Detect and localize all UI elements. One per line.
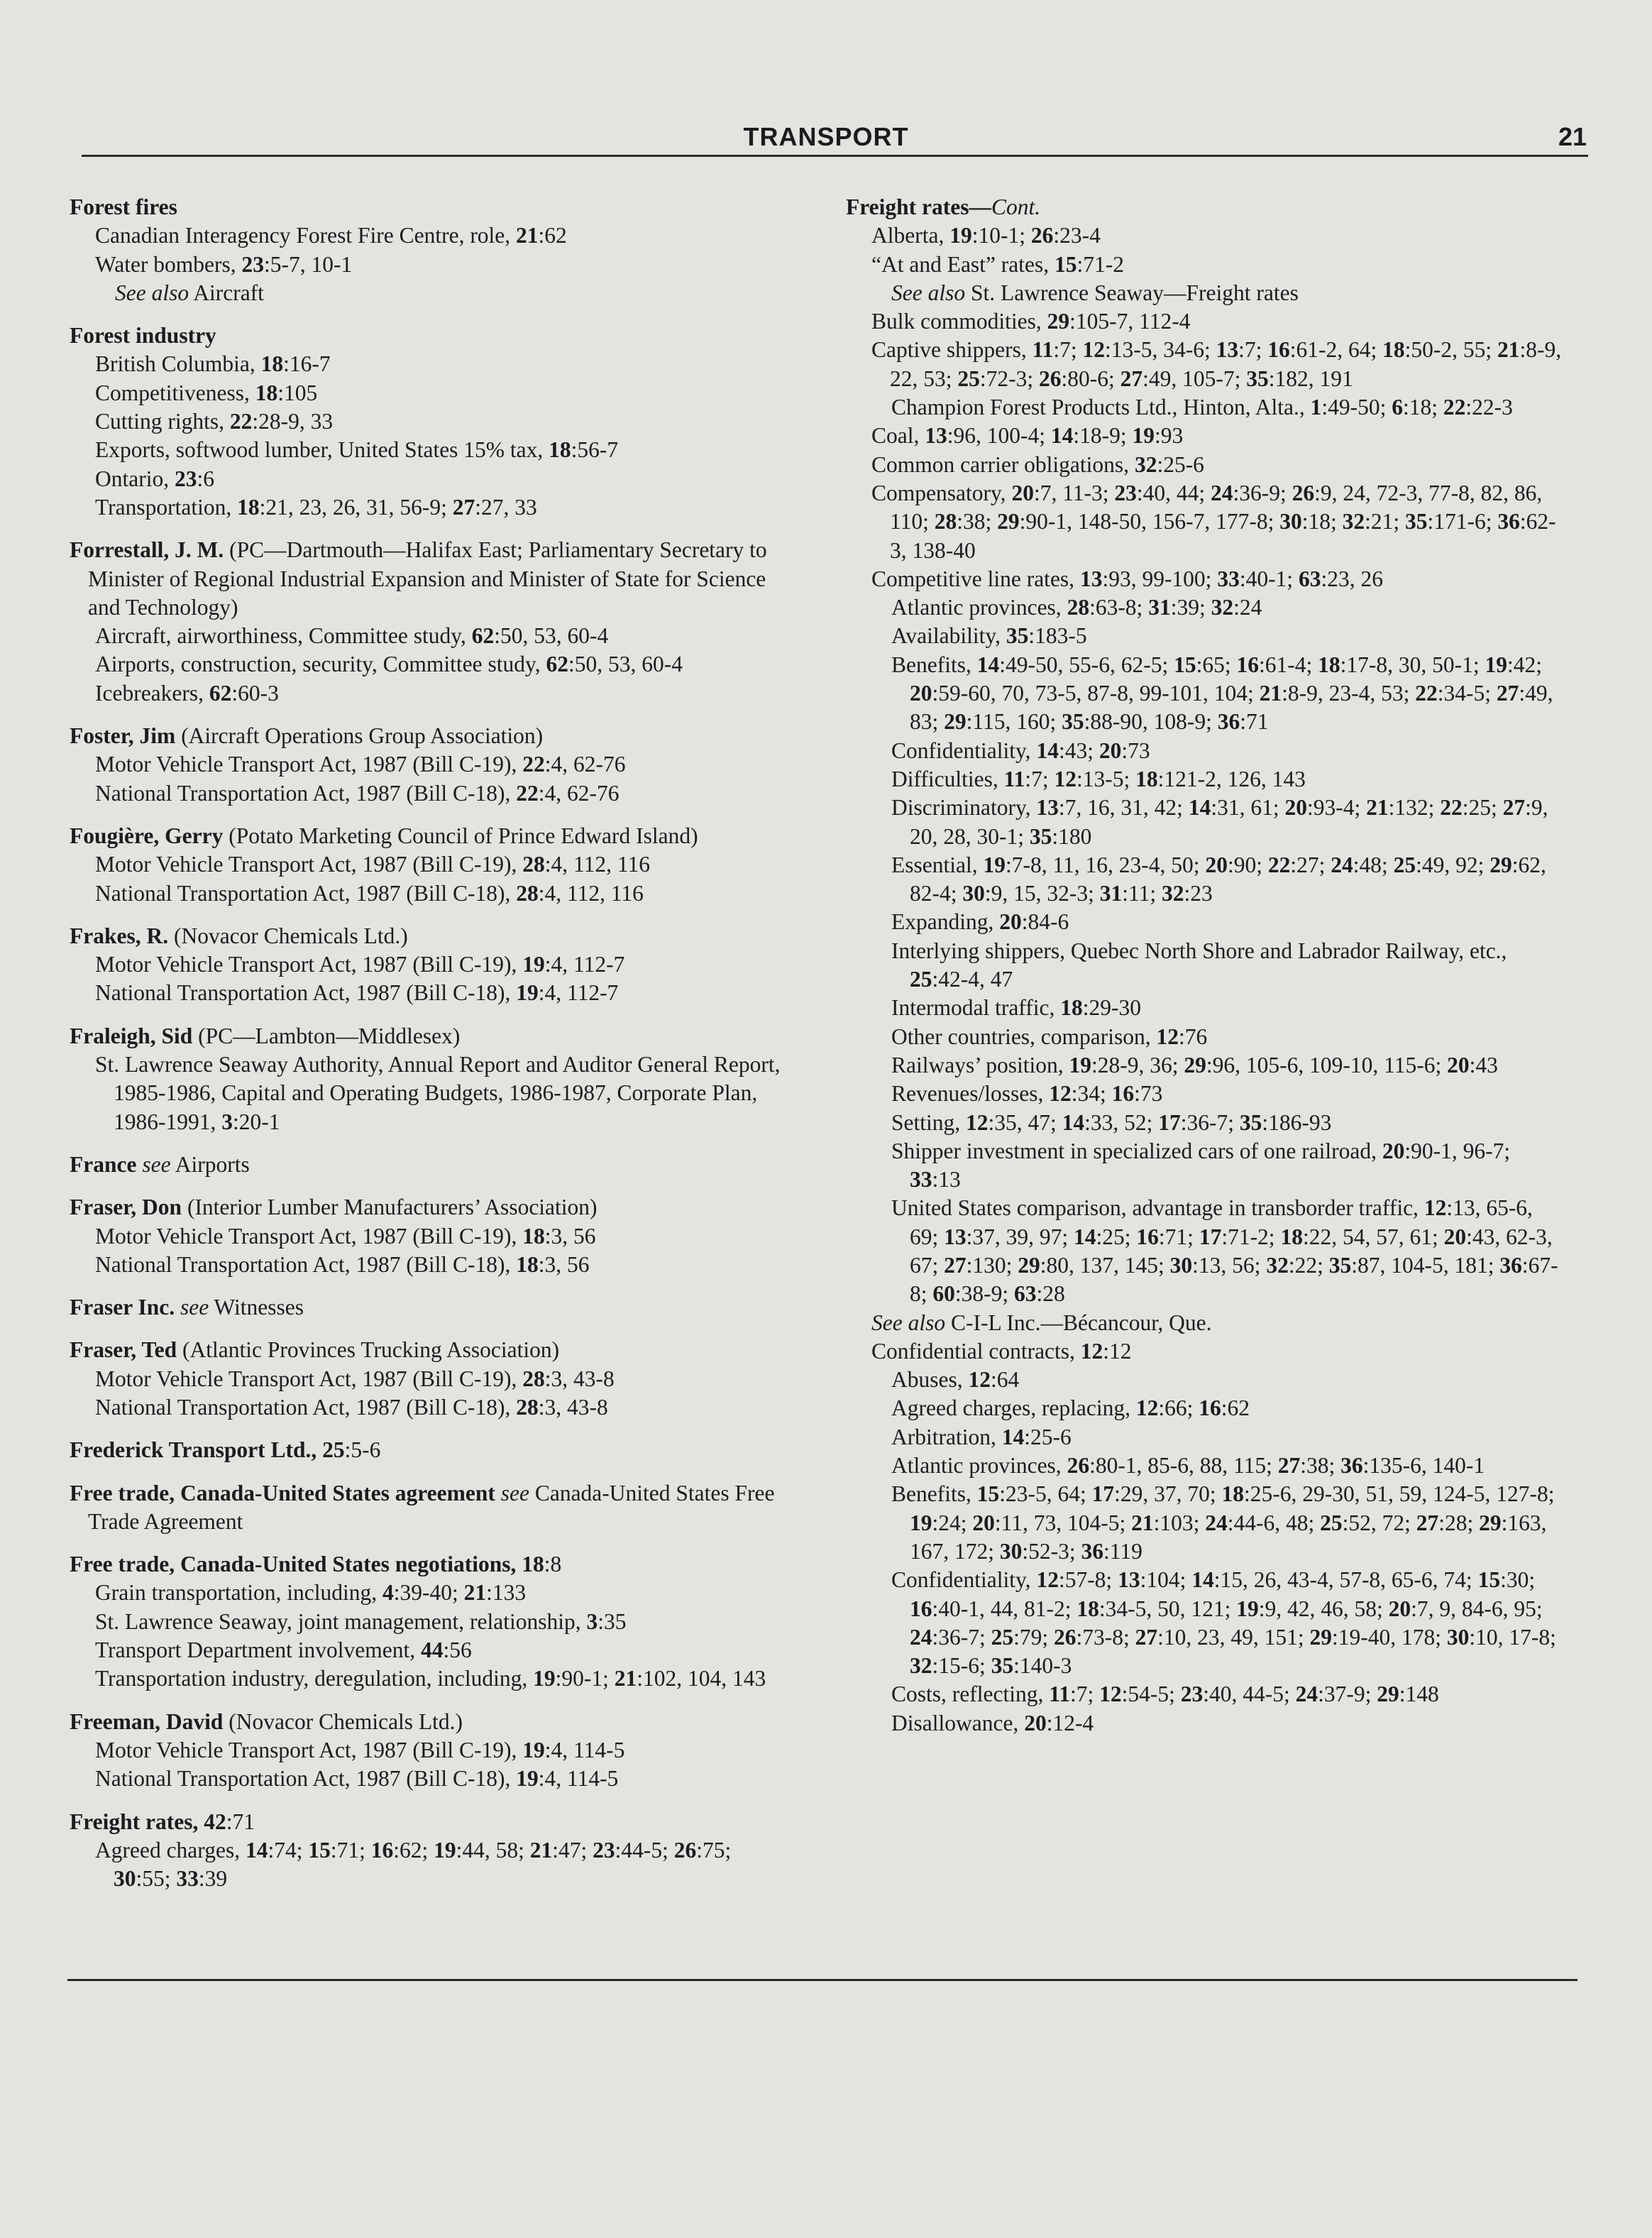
index-entry: [70, 1336, 790, 1422]
entry-heading: Frederick Transport Ltd., 25:5-6: [70, 1437, 381, 1463]
subentry: Motor Vehicle Transport Act, 1987 (Bill C-19), 18:3, 56: [95, 1223, 596, 1249]
subentry: Competitiveness, 18:105: [95, 380, 318, 405]
subentry: Difficulties, 11:7; 12:13-5; 18:121-2, 126, 143: [891, 766, 1306, 791]
see-also-reference: See also Aircraft: [115, 280, 264, 305]
subentry: National Transportation Act, 1987 (Bill C-18), 22:4, 62-76: [95, 780, 620, 806]
subentry: Transport Department involvement, 44:56: [95, 1638, 472, 1663]
subentry: Bulk commodities, 29:105-7, 112-4: [871, 309, 1191, 334]
index-entry: [70, 1479, 790, 1537]
subentry: National Transportation Act, 1987 (Bill C-18), 19:4, 114-5: [95, 1766, 619, 1792]
entry-heading: Freight rates, 42:71: [70, 1809, 255, 1834]
entry-heading: Fraleigh, Sid (PC—Lambton—Middlesex): [70, 1023, 461, 1048]
subentry: Shipper investment in specialized cars of one railroad, 20:90-1, 96-7; 33:13: [891, 1138, 1511, 1192]
entry-heading: Freeman, David (Novacor Chemicals Ltd.): [70, 1708, 463, 1734]
entry-heading: Forest industry: [70, 323, 216, 349]
subentry: National Transportation Act, 1987 (Bill C-18), 28:3, 43-8: [95, 1394, 608, 1420]
subentry: Agreed charges, replacing, 12:66; 16:62: [891, 1395, 1250, 1421]
subentry: Motor Vehicle Transport Act, 1987 (Bill C-19), 19:4, 114-5: [95, 1737, 625, 1762]
subentry: Airports, construction, security, Committee study, 62:50, 53, 60-4: [95, 652, 683, 677]
subentry: Discriminatory, 13:7, 16, 31, 42; 14:31, 61; 20:93-4; 21:132; 22:25; 27:9, 20, 28, 30-1; 35:180: [891, 795, 1548, 849]
subentry: Motor Vehicle Transport Act, 1987 (Bill C-19), 28:4, 112, 116: [95, 852, 650, 877]
subentry: Intermodal traffic, 18:29-30: [891, 995, 1141, 1021]
subentry: Icebreakers, 62:60-3: [95, 680, 279, 706]
subentry: Competitive line rates, 13:93, 99-100; 33:40-1; 63:23, 26: [871, 566, 1383, 591]
footer-rule: [67, 1979, 1577, 1981]
subentry: Atlantic provinces, 28:63-8; 31:39; 32:24: [891, 595, 1262, 620]
subentry: Arbitration, 14:25-6: [891, 1424, 1072, 1449]
entry-heading: Fraser, Ted (Atlantic Provinces Trucking Association): [70, 1337, 560, 1363]
subentry: Common carrier obligations, 32:25-6: [871, 451, 1204, 477]
continued-heading: Freight rates—Cont.: [846, 194, 1041, 219]
index-entry: [70, 1293, 790, 1322]
index-entry: [70, 1808, 790, 1894]
subentry: British Columbia, 18:16-7: [95, 351, 331, 377]
subentry: Agreed charges, 14:74; 15:71; 16:62; 19:44, 58; 21:47; 23:44-5; 26:75; 30:55; 33:39: [95, 1837, 732, 1892]
see-also-reference: See also St. Lawrence Seaway—Freight rates: [891, 280, 1299, 305]
subentry: Transportation industry, deregulation, including, 19:90-1; 21:102, 104, 143: [95, 1666, 766, 1691]
subentry: Canadian Interagency Forest Fire Centre, role, 21:62: [95, 223, 567, 248]
entry-heading: Foster, Jim (Aircraft Operations Group Association): [70, 723, 544, 749]
subentry: Cutting rights, 22:28-9, 33: [95, 409, 334, 434]
subentry: Costs, reflecting, 11:7; 12:54-5; 23:40, 44-5; 24:37-9; 29:148: [891, 1682, 1439, 1707]
index-entry: [70, 322, 790, 522]
right-column: [846, 193, 1566, 1738]
index-entry: [70, 1708, 790, 1794]
subentry: National Transportation Act, 1987 (Bill C-18), 28:4, 112, 116: [95, 880, 644, 906]
subentry: Other countries, comparison, 12:76: [891, 1024, 1208, 1049]
subentry: Champion Forest Products Ltd., Hinton, Alta., 1:49-50; 6:18; 22:22-3: [891, 395, 1513, 420]
subentry: Coal, 13:96, 100-4; 14:18-9; 19:93: [871, 423, 1184, 449]
index-entry: [70, 822, 790, 908]
entry-heading: Fraser Inc. see Witnesses: [70, 1295, 304, 1320]
subentry: Transportation, 18:21, 23, 26, 31, 56-9; 27:27, 33: [95, 494, 537, 520]
subentry: Ontario, 23:6: [95, 466, 214, 491]
see-also-reference: See also C-I-L Inc.—Bécancour, Que.: [871, 1310, 1212, 1335]
subentry: Confidential contracts, 12:12: [871, 1338, 1132, 1364]
index-entry: [70, 1550, 790, 1693]
subentry: Confidentiality, 12:57-8; 13:104; 14:15, 26, 43-4, 57-8, 65-6, 74; 15:30; 16:40-1, 44, 81-2; 18:34-5, 50, 121; 19:9, 42, 46, 58; 20:7, 9, 84-6, 95; 24:36-7; 25:79; 26:73-8; 27:10, 23, 49, 151; 29:19-40, 178; 30:10, 17-8; 32:15-6; 35:140-3: [891, 1567, 1556, 1679]
subentry: Motor Vehicle Transport Act, 1987 (Bill C-19), 19:4, 112-7: [95, 952, 625, 977]
left-column: [70, 193, 790, 1907]
index-entry: [70, 1151, 790, 1179]
subentry: National Transportation Act, 1987 (Bill C-18), 19:4, 112-7: [95, 980, 619, 1006]
subentry: National Transportation Act, 1987 (Bill C-18), 18:3, 56: [95, 1251, 590, 1277]
subentry: Revenues/losses, 12:34; 16:73: [891, 1081, 1163, 1107]
subentry: Motor Vehicle Transport Act, 1987 (Bill C-19), 22:4, 62-76: [95, 752, 626, 777]
subentry: Alberta, 19:10-1; 26:23-4: [871, 223, 1101, 248]
index-entry: [70, 1022, 790, 1136]
subentry: Interlying shippers, Quebec North Shore and Labrador Railway, etc., 25:42-4, 47: [891, 938, 1507, 992]
entry-heading: Frakes, R. (Novacor Chemicals Ltd.): [70, 923, 408, 948]
page-number: 21: [1558, 122, 1587, 151]
subentry: Availability, 35:183-5: [891, 623, 1087, 649]
subentry: Captive shippers, 11:7; 12:13-5, 34-6; 13:7; 16:61-2, 64; 18:50-2, 55; 21:8-9, 22, 53; 25:72-3; 26:80-6; 27:49, 105-7; 35:182, 191: [871, 337, 1562, 391]
index-entry: [70, 922, 790, 1008]
subentry: Grain transportation, including, 4:39-40; 21:133: [95, 1580, 527, 1606]
subentry: Expanding, 20:84-6: [891, 909, 1069, 935]
subentry: Abuses, 12:64: [891, 1367, 1020, 1393]
subentry: Water bombers, 23:5-7, 10-1: [95, 251, 353, 277]
subentry: Exports, softwood lumber, United States 15% tax, 18:56-7: [95, 437, 619, 463]
subentry: Essential, 19:7-8, 11, 16, 23-4, 50; 20:90; 22:27; 24:48; 25:49, 92; 29:62, 82-4; 30:9, 15, 32-3; 31:11; 32:23: [891, 852, 1546, 906]
index-entry: [70, 193, 790, 307]
index-entry: [70, 536, 790, 708]
entry-heading: Free trade, Canada-United States agreement see Canada-United States Free Trade Agreement: [70, 1480, 775, 1534]
subentry: Benefits, 15:23-5, 64; 17:29, 37, 70; 18:25-6, 29-30, 51, 59, 124-5, 127-8; 19:24; 20:11, 73, 104-5; 21:103; 24:44-6, 48; 25:52, 72; 27:28; 29:163, 167, 172; 30:52-3; 36:119: [891, 1481, 1555, 1564]
subentry: Compensatory, 20:7, 11-3; 23:40, 44; 24:36-9; 26:9, 24, 72-3, 77-8, 82, 86, 110; 28:38; 29:90-1, 148-50, 156-7, 177-8; 30:18; 32:21; 35:171-6; 36:62-3, 138-40: [871, 480, 1556, 563]
entry-heading: Forest fires: [70, 194, 177, 219]
index-entry: [70, 1436, 790, 1464]
index-entry: [70, 722, 790, 808]
subentry: St. Lawrence Seaway, joint management, relationship, 3:35: [95, 1608, 627, 1634]
subentry: Atlantic provinces, 26:80-1, 85-6, 88, 115; 27:38; 36:135-6, 140-1: [891, 1453, 1485, 1479]
subentry: Setting, 12:35, 47; 14:33, 52; 17:36-7; 35:186-93: [891, 1109, 1332, 1135]
entry-heading: France see Airports: [70, 1151, 250, 1177]
subentry: Confidentiality, 14:43; 20:73: [891, 737, 1150, 763]
subentry: Aircraft, airworthiness, Committee study, 62:50, 53, 60-4: [95, 623, 609, 649]
page-title: TRANSPORT: [743, 122, 909, 151]
subentry: Benefits, 14:49-50, 55-6, 62-5; 15:65; 16:61-4; 18:17-8, 30, 50-1; 19:42; 20:59-60, 70, 73-5, 87-8, 99-101, 104; 21:8-9, 23-4, 53; 22:34-5; 27:49, 83; 29:115, 160; 35:88-90, 108-9; 36:71: [891, 652, 1553, 735]
subentry: Motor Vehicle Transport Act, 1987 (Bill C-19), 28:3, 43-8: [95, 1366, 615, 1391]
entry-heading: Free trade, Canada-United States negotiations, 18:8: [70, 1552, 562, 1577]
subentry: Railways’ position, 19:28-9, 36; 29:96, 105-6, 109-10, 115-6; 20:43: [891, 1052, 1498, 1077]
entry-heading: Fougière, Gerry (Potato Marketing Council of Prince Edward Island): [70, 823, 698, 848]
index-entry: [70, 1193, 790, 1279]
subentry: “At and East” rates, 15:71-2: [871, 251, 1125, 277]
subentry: Disallowance, 20:12-4: [891, 1710, 1094, 1735]
entry-heading: Fraser, Don (Interior Lumber Manufacturers’ Association): [70, 1195, 598, 1220]
entry-heading: Forrestall, J. M. (PC—Dartmouth—Halifax East; Parliamentary Secretary to Minister of Regional Industrial Expansion and Minister of State for Science and Technology): [70, 537, 767, 620]
subentry: St. Lawrence Seaway Authority, Annual Report and Auditor General Report, 1985-1986, Capital and Operating Budgets, 1986-1987, Corporate Plan, 1986-1991, 3:20-1: [95, 1052, 781, 1134]
header-rule: [82, 155, 1588, 157]
subentry: United States comparison, advantage in transborder traffic, 12:13, 65-6, 69; 13:37, 39, 97; 14:25; 16:71; 17:71-2; 18:22, 54, 57, 61; 20:43, 62-3, 67; 27:130; 29:80, 137, 145; 30:13, 56; 32:22; 35:87, 104-5, 181; 36:67-8; 60:38-9; 63:28: [891, 1195, 1558, 1307]
